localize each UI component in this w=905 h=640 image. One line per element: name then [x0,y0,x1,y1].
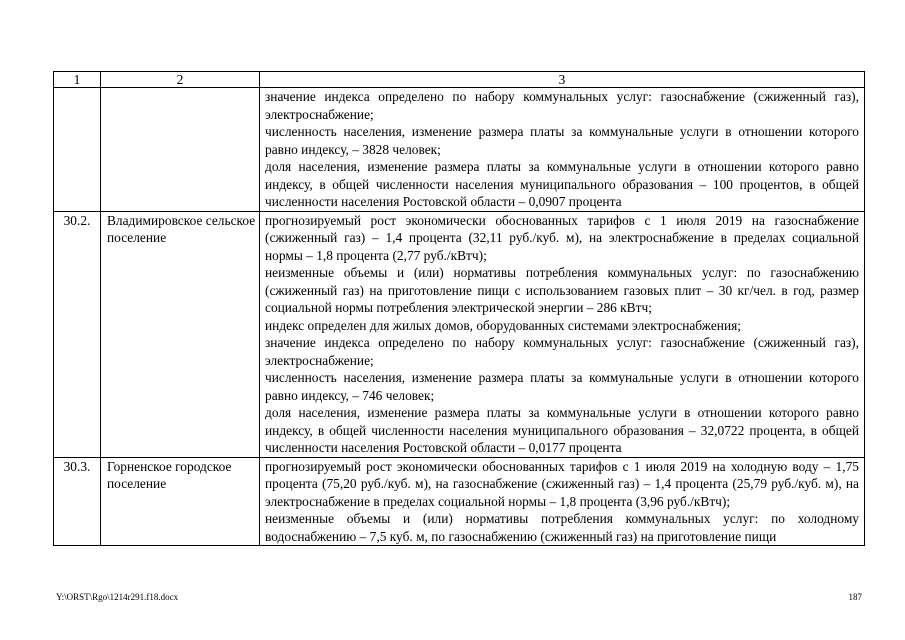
paragraph: доля населения, изменение размера платы за коммунальные услуги в отношении которого равно индексу, в общей численности населения муниципального образования – 100 процентов, в общей численности населения Ростовской области – 0,0907 процента [265,159,859,209]
footer-page-number: 187 [848,592,862,602]
paragraph: прогнозируемый рост экономически обоснованных тарифов с 1 июля 2019 на холодную воду – 1,75 процента (75,20 руб./куб. м), на газоснабжение (сжиженный газ) – 1,4 процента (25,79 руб./куб. м), на электроснабжение в пределах социальной нормы – 1,8 процента (3,96 руб./кВтч); [265,458,859,509]
row-name [101,88,260,212]
paragraph: доля населения, изменение размера платы за коммунальные услуги в отношении которого равно индексу, в общей численности населения муниципального образования – 32,0722 процента, в общей численности населения Ростовской области – 0,0177 процента [265,405,859,455]
row-number [54,88,101,212]
paragraph: значение индекса определено по набору коммунальных услуг: газоснабжение (сжиженный газ), электроснабжение; [265,335,859,368]
paragraph: численность населения, изменение размера платы за коммунальные услуги в отношении которого равно индексу, – 3828 человек; [265,124,859,157]
paragraph: значение индекса определено по набору коммунальных услуг: газоснабжение (сжиженный газ), электроснабжение; [265,89,859,122]
table-row [54,88,865,212]
paragraph: неизменные объемы и (или) нормативы потребления коммунальных услуг: по газоснабжению (сжиженный газ) на приготовление пищи с использованием газовых плит – 30 кг/чел. в год, размер социальной нормы потребления электрической энергии – 286 кВтч; [265,265,859,315]
footer-file-path: Y:\ORST\Rgo\1214r291.f18.docx [56,592,179,602]
header-col-2: 2 [101,72,260,88]
header-col-1: 1 [54,72,101,88]
header-col-3: 3 [260,72,865,88]
row-number: 30.3. [54,457,101,546]
row-name: Владимировское сельское поселение [101,211,260,457]
table-header-row [54,72,865,88]
paragraph: неизменные объемы и (или) нормативы потребления коммунальных услуг: по холодному водоснабжению – 7,5 куб. м, по газоснабжению (сжиженный газ) на приготовление пищи [265,511,859,544]
paragraph: численность населения, изменение размера платы за коммунальные услуги в отношении которого равно индексу, – 746 человек; [265,370,859,403]
row-content [260,457,865,546]
row-name: Горненское городское поселение [101,457,260,546]
page-bottom-margin [0,575,905,640]
row-content [260,88,865,212]
document-table [53,71,865,546]
paragraph: индекс определен для жилых домов, оборудованных системами электроснабжения; [265,317,742,333]
table-row [54,211,865,457]
table-row [54,457,865,546]
paragraph: прогнозируемый рост экономически обоснованных тарифов с 1 июля 2019 на газоснабжение (сжиженный газ) – 1,4 процента (32,11 руб./куб. м), на электроснабжение в пределах социальной нормы – 1,8 процента (2,77 руб./кВтч); [265,212,859,263]
row-content [260,211,865,457]
row-number: 30.2. [54,211,101,457]
